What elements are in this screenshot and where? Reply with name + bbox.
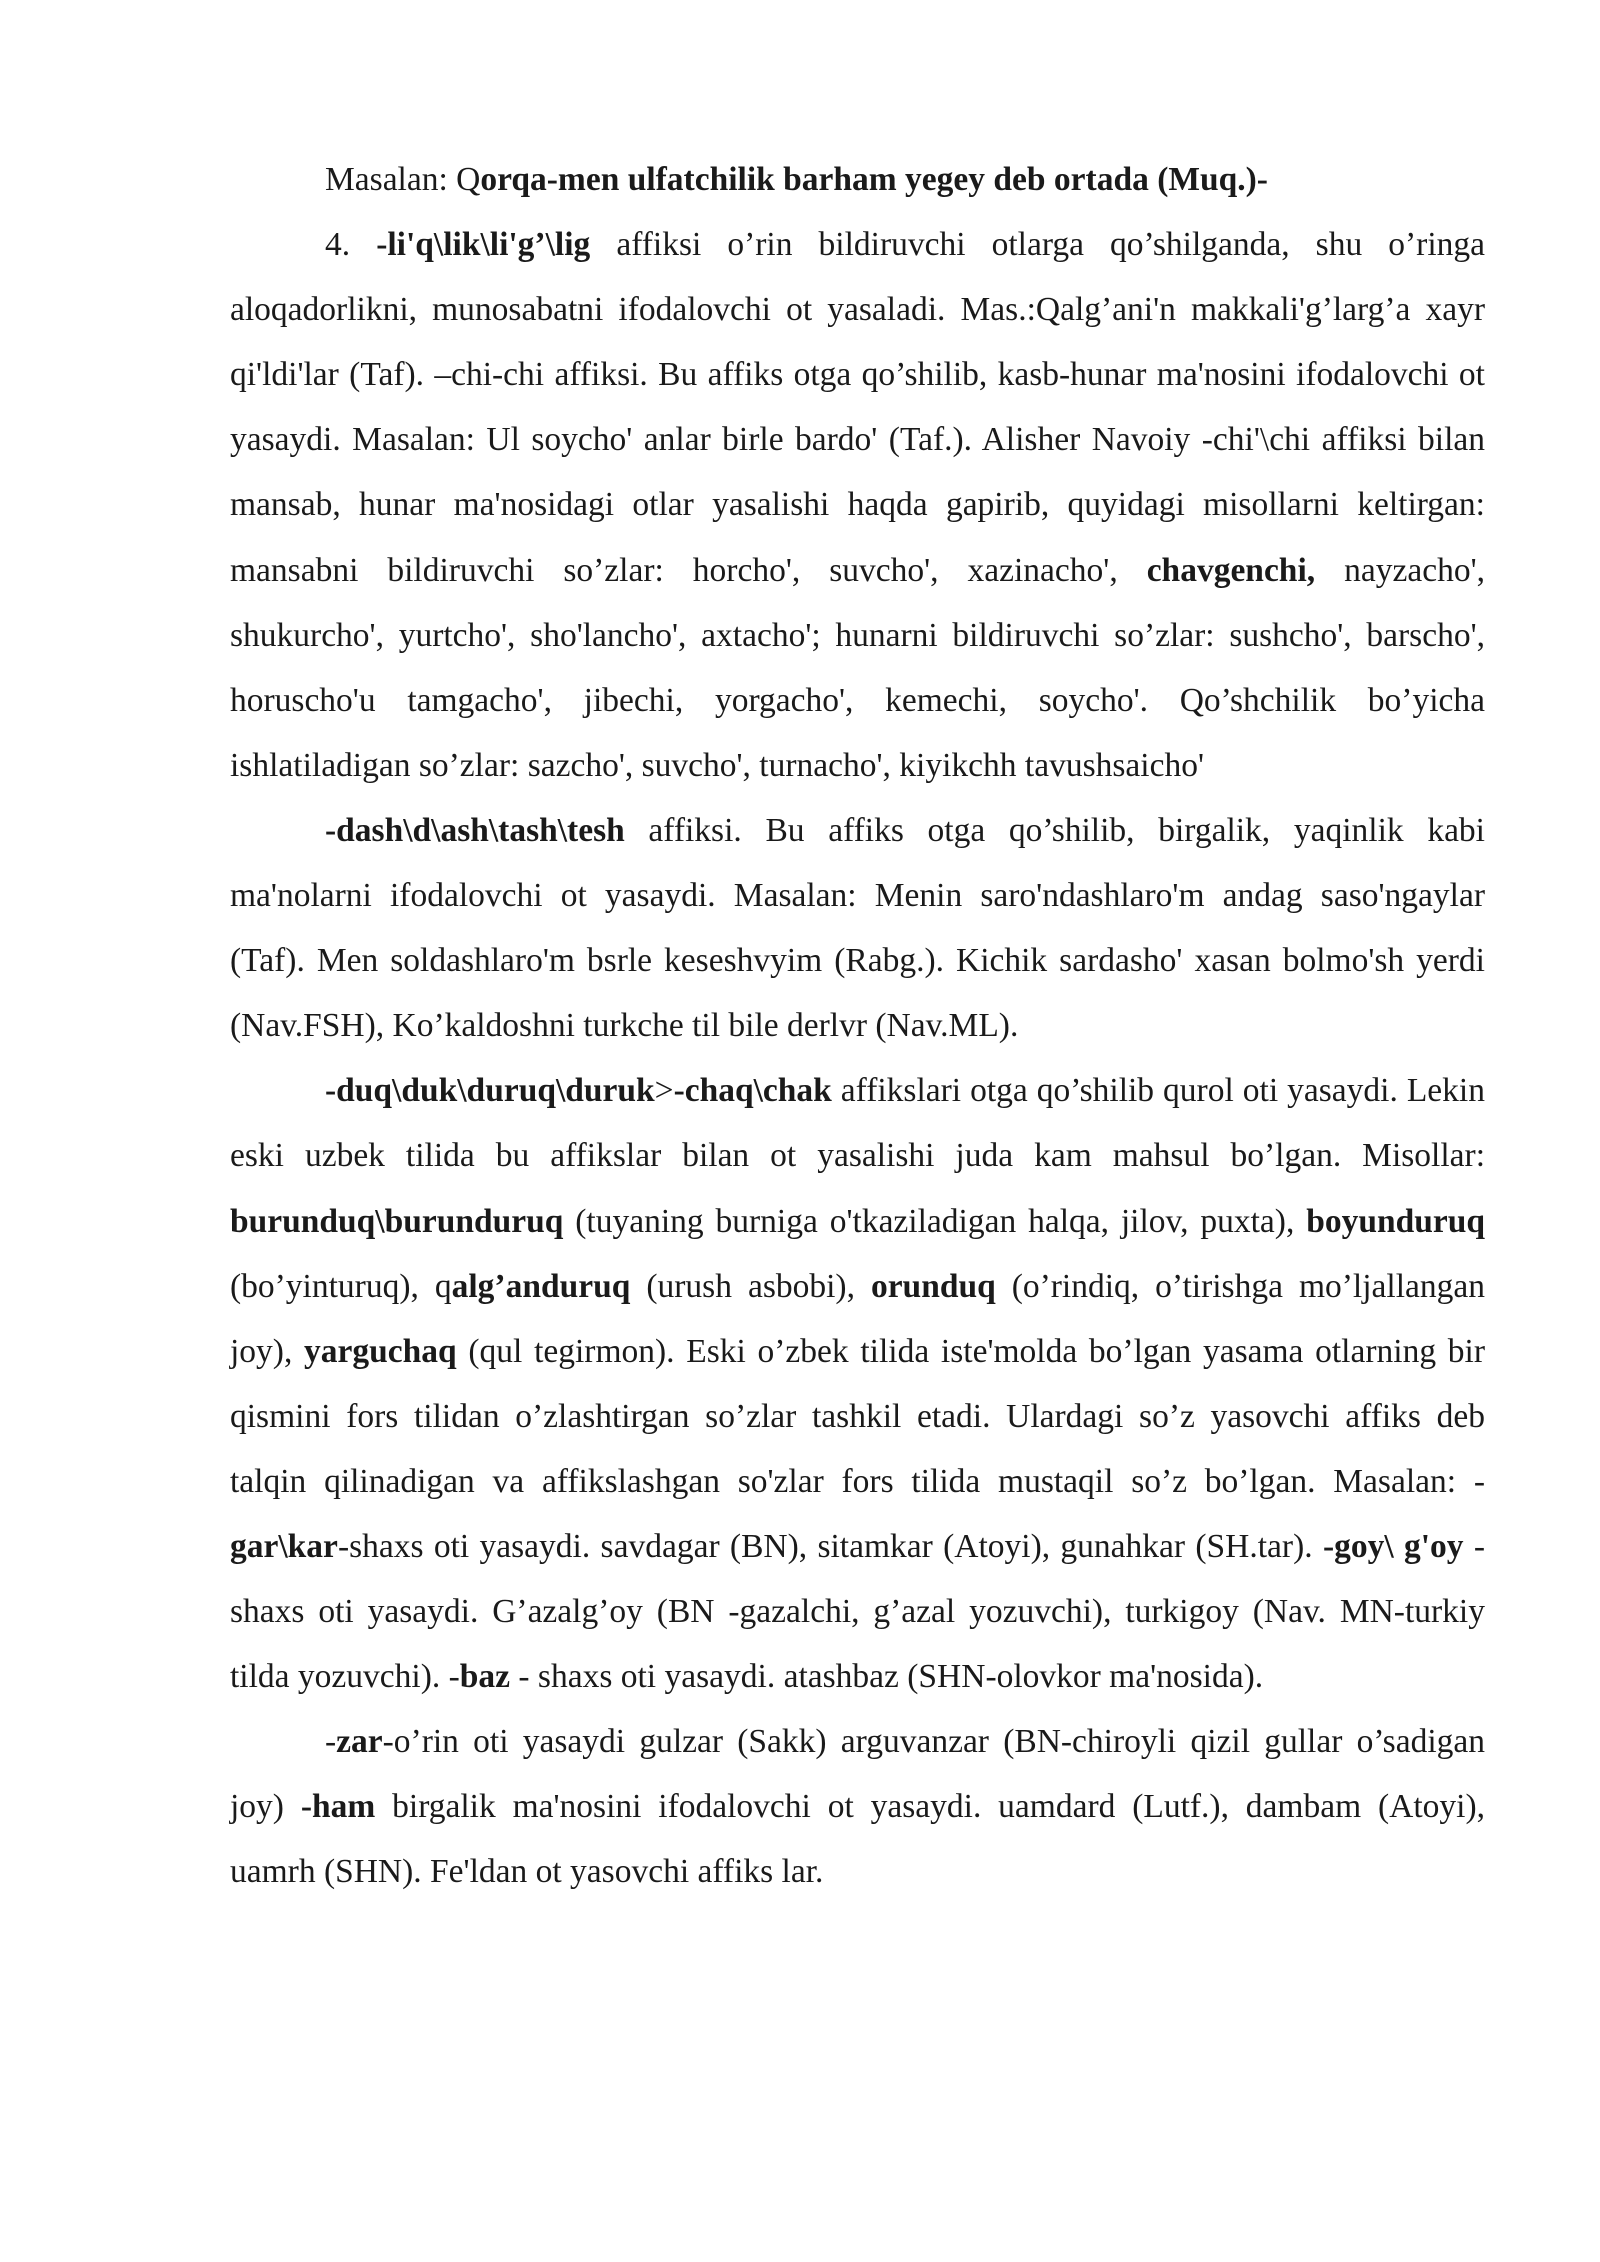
text-run: >: [654, 1072, 674, 1110]
text-run: -o’rin oti yasaydi gulzar (Sakk) arguvanzar (BN-chiroyli qizil gullar o’sadigan joy): [230, 1723, 1485, 1826]
bold-run: -li'q\lik\li'g’\lig: [376, 226, 591, 264]
text-run: nayzacho', shukurcho', yurtcho', sho'lancho', axtacho'; hunarni bildiruvchi so’zlar: sushcho', barscho', horuscho'u tamgacho', jibechi, yorgacho', kemechi, soycho'. Qo’shchilik bo’yicha ishlatiladigan so’zlar: sazcho', suvcho', turnacho', kiyikchh tavushsaicho': [230, 551, 1485, 784]
bold-run: boyunduruq: [1306, 1202, 1485, 1240]
bold-run: zar: [336, 1723, 383, 1761]
paragraph-2: [230, 212, 1485, 798]
bold-run: yarguchaq: [304, 1332, 457, 1370]
text-run: (tuyaning burniga o'tkaziladigan halqa, jilov, puxta),: [563, 1202, 1307, 1240]
paragraph-5: [230, 1709, 1485, 1904]
bold-run: gar\kar: [230, 1527, 338, 1565]
text-run: affiksi. Bu affiks otga qo’shilib, birgalik, yaqinlik kabi ma'nolarni ifodalovchi ot yasaydi. Masalan: Menin saro'ndashlaro'm andag saso'ngaylar (Taf). Men soldashlaro'm bsrle keseshvyim (Rabg.). Kichik sardasho' xasan bolmo'sh yerdi (Nav.FSH), Ko’kaldoshni turkche til bile derlvr (Nav.ML).: [230, 811, 1485, 1045]
text-run: Masalan: Q: [325, 161, 481, 198]
text-run: affikslari otga qo’shilib qurol oti yasaydi. Lekin eski uzbek tilida bu affikslar bilan ot yasalishi juda kam mahsul bo’lgan. Misollar:: [230, 1072, 1485, 1175]
text-run: -shaxs oti yasaydi. savdagar (BN), sitamkar (Atoyi), gunahkar (SH.tar).: [337, 1527, 1323, 1565]
paragraph-4: [230, 1058, 1485, 1709]
bold-run: -dash\d\ash\tash\tesh: [325, 811, 625, 849]
text-run: - shaxs oti yasaydi. G’azalg’oy (BN -gazalchi, g’azal yozuvchi), turkigoy (Nav. MN-turkiy tilda yozuvchi). -: [230, 1527, 1486, 1696]
text-run: -: [325, 1723, 337, 1761]
bold-run: burunduq\burunduruq: [230, 1202, 564, 1240]
bold-run: orunduq: [870, 1267, 996, 1305]
text-run: birgalik ma'nosini ifodalovchi ot yasaydi. uamdard (Lutf.), dambam (Atoyi), uamrh (SHN). Fe'ldan ot yasovchi affiks lar.: [230, 1788, 1486, 1891]
bold-run: -duq\duk\duruq\duruk: [325, 1072, 655, 1110]
bold-run: -ham: [300, 1788, 376, 1826]
text-run: (urush asbobi),: [630, 1267, 871, 1305]
text-run: 4.: [325, 226, 377, 264]
paragraph-3: [230, 798, 1485, 1058]
text-run: (o’rindiq, o’tirishga mo’ljallangan joy),: [230, 1267, 1485, 1370]
text-run: - shaxs oti yasaydi. atashbaz (SHN-olovkor ma'nosida).: [510, 1658, 1264, 1696]
text-run: (bo’yinturuq), q: [230, 1267, 452, 1305]
bold-run: baz: [459, 1658, 511, 1696]
text-run: (qul tegirmon). Eski o’zbek tilida iste'molda bo’lgan yasama otlarning bir qismini fors tilidan o’zlashtirgan so’zlar tashkil etadi. Ulardagi so’z yasovchi affiks deb talqin qilinadigan va affikslashgan so'zlar fors tilida mustaqil so’z bo’lgan. Masalan: -: [230, 1332, 1485, 1500]
bold-run: chavgenchi,: [1146, 551, 1316, 589]
text-run: affiksi o’rin bildiruvchi otlarga qo’shilganda, shu o’ringa aloqadorlikni, munosabatni ifodalovchi ot yasaladi. Mas.:Qalg’ani'n makkali'g’larg’a xayr qi'ldi'lar (Taf). –chi-chi affiksi. Bu affiks otga qo’shilib, kasb-hunar ma'nosini ifodalovchi ot yasaydi. Masalan: Ul soycho' anlar birle bardo' (Taf.). Alisher Navoiy -chi'\chi affiksi bilan mansab, hunar ma'nosidagi otlar yasalishi haqda gapirib, quyidagi misollarni keltirgan: mansabni bildiruvchi so’zlar: horcho', suvcho', xazinacho',: [230, 226, 1485, 589]
bold-run: alg’anduruq: [451, 1267, 631, 1305]
bold-run: -chaq\chak: [673, 1072, 832, 1110]
paragraph-1: [230, 147, 1485, 212]
bold-run: -goy\ g'oy: [1322, 1527, 1464, 1565]
bold-run: orqa-men ulfatchilik barham yegey deb ortada (Muq.)-: [480, 161, 1268, 198]
